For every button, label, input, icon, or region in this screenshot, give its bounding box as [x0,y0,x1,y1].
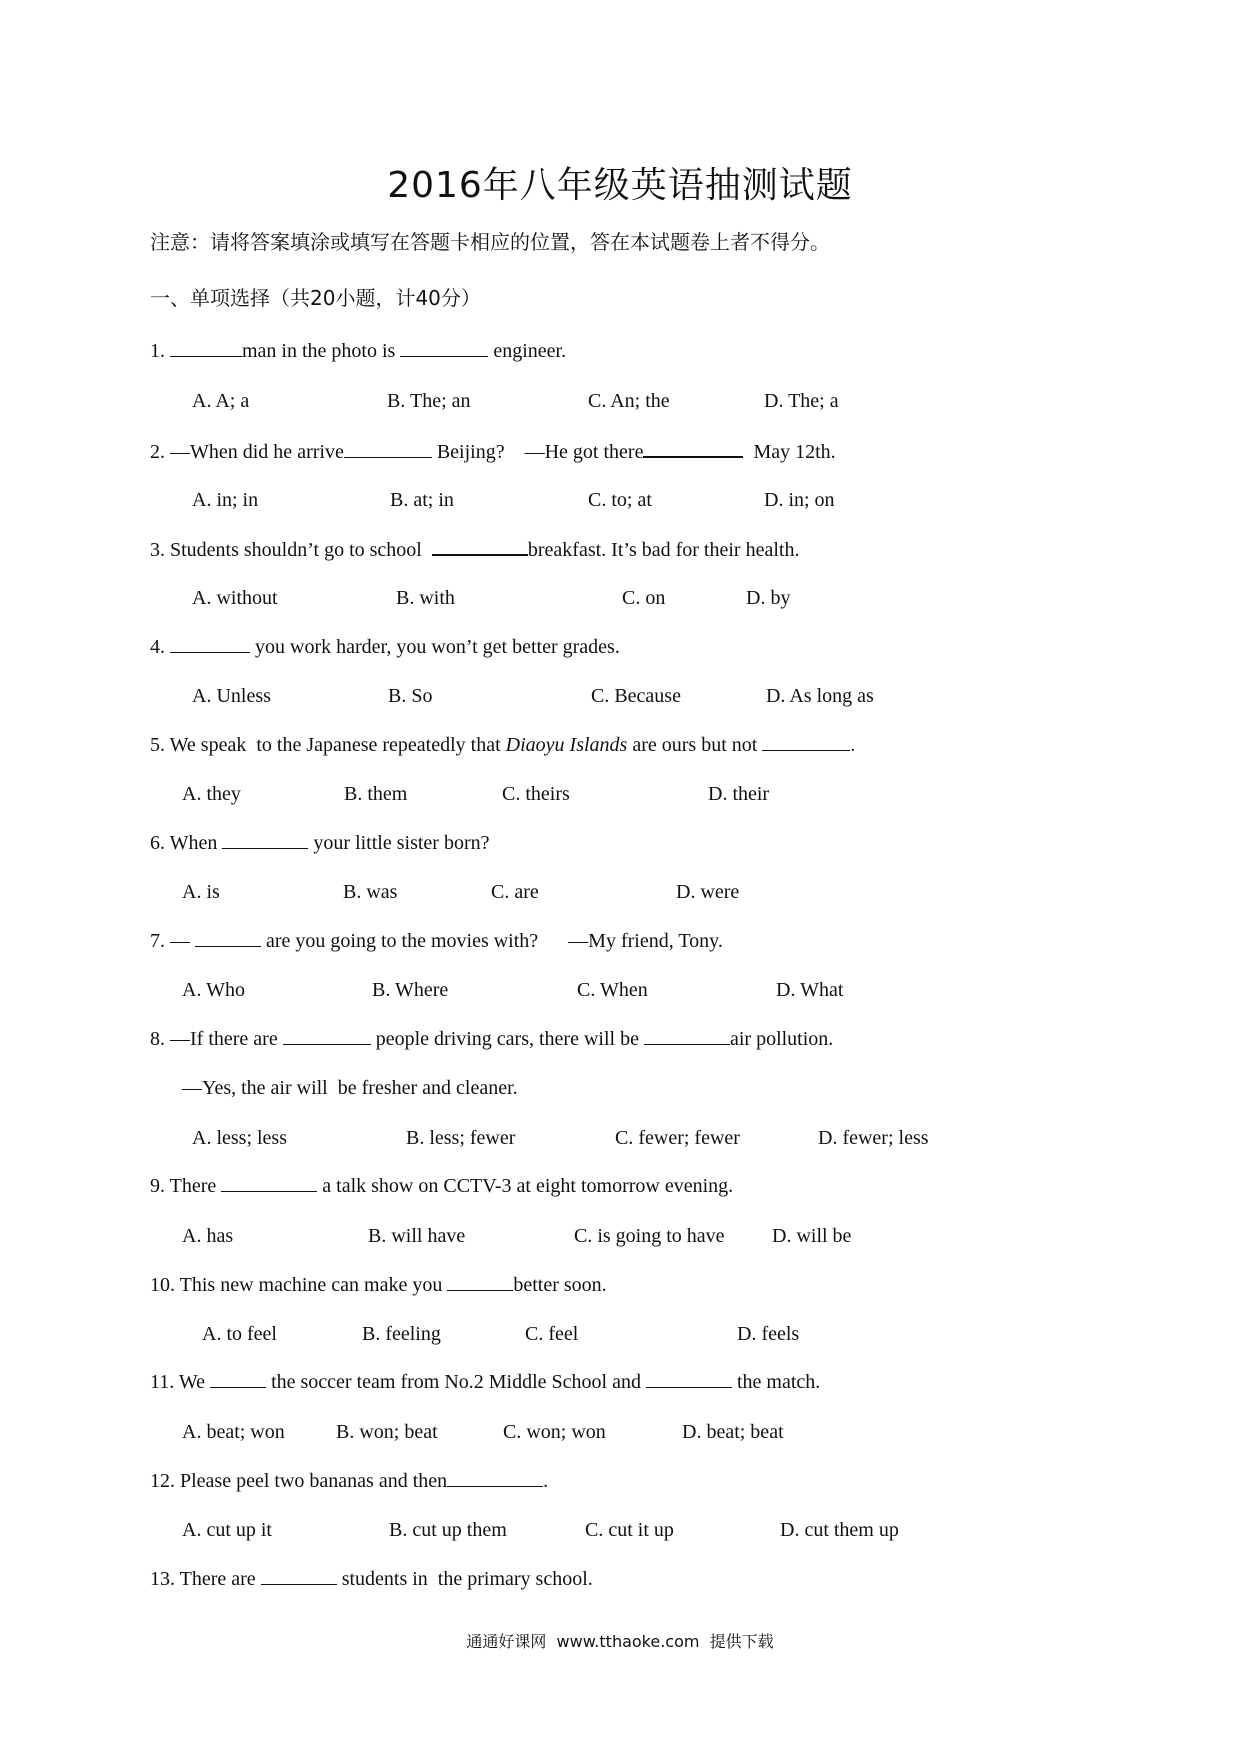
option-b: B. with [396,587,455,609]
answer-blank [643,440,743,458]
option-d: D. their [708,783,770,805]
question-text: you work harder, you won’t get better grades. [250,636,620,658]
answer-blank [210,1371,266,1388]
question-text-italic: Diaoyu Islands [505,734,628,756]
option-c: C. is going to have [574,1225,725,1247]
option-c: C. on [622,587,666,609]
answer-blank [283,1028,371,1045]
option-a: A. is [182,881,220,903]
question-text: people driving cars, there will be [370,1028,644,1050]
option-c: C. won; won [503,1421,606,1443]
answer-blank [447,1274,513,1291]
question-4 [150,636,620,659]
option-c: C. theirs [502,783,570,805]
question-2 [150,440,836,464]
option-a: A. beat; won [182,1421,285,1443]
option-c: C. to; at [588,489,652,511]
option-b: B. will have [368,1225,466,1247]
option-d: D. feels [737,1323,800,1345]
question-text: 13. There are [150,1568,261,1590]
notice-text: 注意：请将答案填涂或填写在答题卡相应的位置，答在本试题卷上者不得分。 [150,230,830,254]
option-a: A. cut up it [182,1519,272,1541]
answer-blank [644,1028,730,1045]
option-d: D. by [746,587,791,609]
answer-blank [762,734,850,751]
question-text: 7. — [150,930,195,952]
question-text: . [850,734,856,756]
answer-blank [221,1175,317,1192]
option-a: A. to feel [202,1323,277,1345]
question-text: 11. We [150,1371,211,1393]
question-text: Beijing? —He got there [431,441,644,463]
question-5 [150,734,855,757]
option-b: B. So [388,685,433,707]
question-text: 1. [150,340,170,362]
option-c: C. feel [525,1323,579,1345]
question-text: May 12th. [743,441,836,463]
question-13 [150,1568,593,1591]
question-text: 12. Please peel two bananas and then [150,1470,448,1492]
option-c: C. cut it up [585,1519,674,1541]
question-text: are ours but not [627,734,763,756]
answer-blank [646,1371,732,1388]
answer-blank [195,930,261,947]
option-c: C. Because [591,685,681,707]
option-b: B. cut up them [389,1519,507,1541]
question-text: breakfast. It’s bad for their health. [527,539,800,561]
option-d: D. will be [772,1225,852,1247]
option-b: B. at; in [390,489,454,511]
question-text: air pollution. [729,1028,834,1050]
option-b: B. Where [372,979,449,1001]
answer-blank [222,832,308,849]
question-11 [150,1371,820,1394]
question-text: 3. Students shouldn’t go to school [150,539,432,561]
option-d: D. in; on [764,489,835,511]
option-a: A. has [182,1225,234,1247]
answer-blank [344,441,432,458]
option-b: B. feeling [362,1323,441,1345]
question-text: 10. This new machine can make you [150,1274,448,1296]
option-c: C. When [577,979,648,1001]
option-b: B. won; beat [336,1421,438,1443]
option-d: D. cut them up [780,1519,899,1541]
question-text: the soccer team from No.2 Middle School and [266,1371,646,1393]
option-a: A. without [192,587,278,609]
question-12 [150,1470,548,1493]
question-text: a talk show on CCTV-3 at eight tomorrow evening. [317,1175,734,1197]
answer-blank [261,1568,337,1585]
question-text: your little sister born? [308,832,490,854]
footer-credit: 通通好课网 www.tthaoke.com 提供下载 [466,1632,774,1651]
option-c: C. are [491,881,539,903]
section-heading: 一、单项选择（共20小题，计40分） [150,286,481,310]
option-a: A. less; less [192,1127,287,1149]
option-b: B. was [343,881,398,903]
answer-blank [170,340,242,357]
question-text: 8. —If there are [150,1028,283,1050]
page-title: 2016年八年级英语抽测试题 [387,165,853,206]
option-a: A. in; in [192,489,259,511]
option-c: C. fewer; fewer [615,1127,740,1149]
question-text: 2. —When did he arrive [150,441,344,463]
question-10 [150,1274,607,1297]
question-text: 5. We speak to the Japanese repeatedly that [150,734,506,756]
question-text: better soon. [513,1274,607,1296]
question-text: 4. [150,636,170,658]
question-text: 6. When [150,832,223,854]
question-3 [150,538,799,562]
question-text: engineer. [488,340,567,362]
option-d: D. What [776,979,844,1001]
option-d: D. were [676,881,740,903]
question-text: man in the photo is [242,340,401,362]
question-text: . [543,1470,549,1492]
option-c: C. An; the [588,390,670,412]
option-b: B. them [344,783,408,805]
question-text: the match. [731,1371,821,1393]
question-text: are you going to the movies with? —My friend, Tony. [261,930,723,952]
answer-blank [170,636,250,653]
question-8 [150,1028,833,1051]
answer-blank [400,340,488,357]
question-7 [150,930,723,953]
option-d: D. beat; beat [682,1421,784,1443]
answer-blank [447,1470,543,1487]
answer-blank [432,538,528,556]
question-1 [150,340,566,363]
option-b: B. The; an [387,390,471,412]
option-d: D. As long as [766,685,874,707]
question-6 [150,832,489,855]
option-a: A. A; a [192,390,250,412]
option-d: D. fewer; less [818,1127,929,1149]
option-b: B. less; fewer [406,1127,516,1149]
option-a: A. they [182,783,241,805]
option-a: A. Who [182,979,245,1001]
question-9 [150,1175,733,1198]
option-a: A. Unless [192,685,271,707]
question-8-reply: —Yes, the air will be fresher and cleaner. [182,1077,518,1099]
question-text: 9. There [150,1175,222,1197]
question-text: students in the primary school. [336,1568,593,1590]
option-d: D. The; a [764,390,839,412]
